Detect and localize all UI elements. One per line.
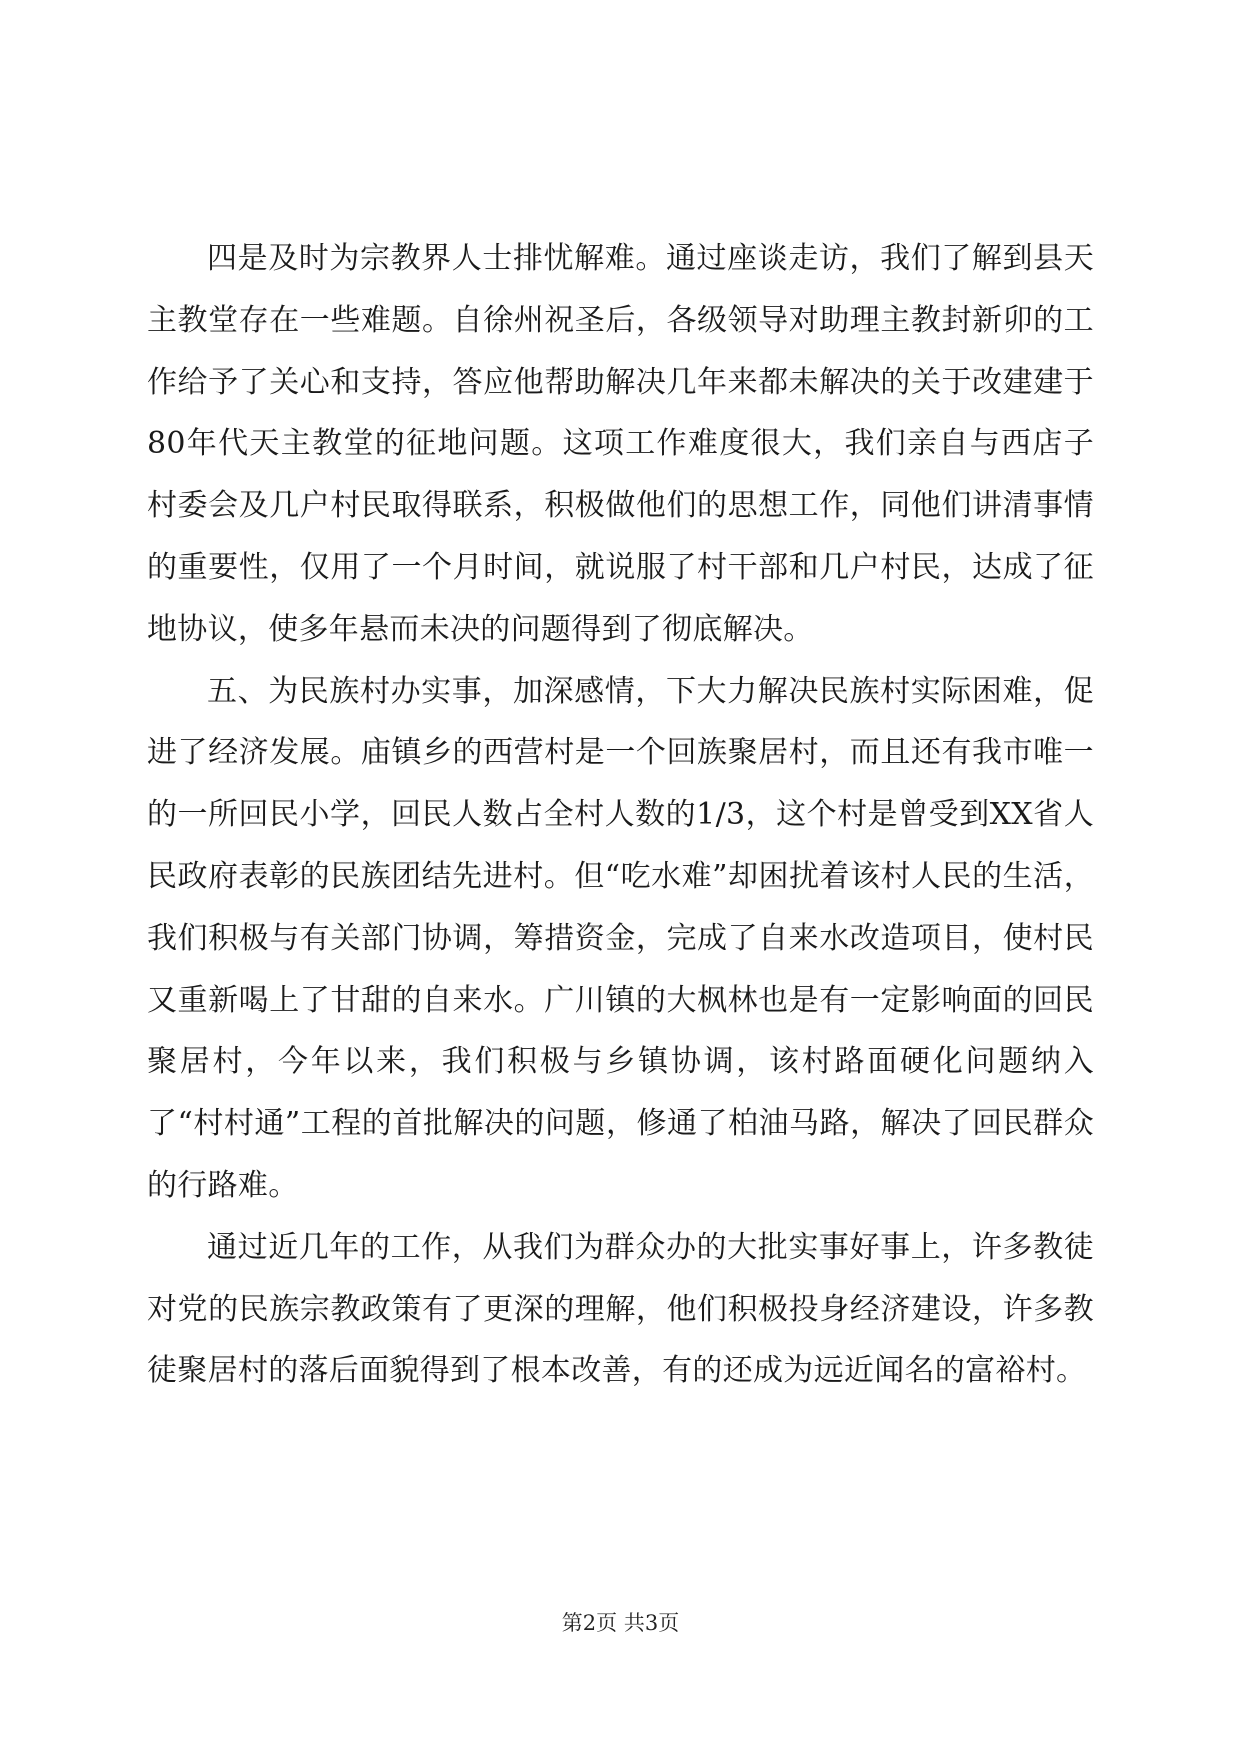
paragraph-conclusion: 通过近几年的工作，从我们为群众办的大批实事好事上，许多教徒对党的民族宗教政策有了更深的理解，他们积极投身经济建设，许多教徒聚居村的落后面貌得到了根本改善，有的还成为远近闻名的富裕村。 [147, 1229, 1094, 1389]
document-body [147, 228, 1094, 1528]
page-number-footer: 第2页 共3页 [561, 1611, 680, 1635]
paragraph-ethnic-villages: 五、为民族村办实事，加深感情，下大力解决民族村实际困难，促进了经济发展。庙镇乡的西营村是一个回族聚居村，而且还有我市唯一的一所回民小学，回民人数占全村人数的1/3，这个村是曾受到XX省人民政府表彰的民族团结先进村。但“吃水难”却困扰着该村人民的生活，我们积极与有关部门协调，筹措资金，完成了自来水改造项目，使村民又重新喝上了甘甜的自来水。广川镇的大枫林也是有一定影响面的回民聚居村，今年以来，我们积极与乡镇协调，该村路面硬化问题纳入了“村村通”工程的首批解决的问题，修通了柏油马路，解决了回民群众的行路难。 [147, 673, 1094, 1203]
paragraph-religious-affairs: 四是及时为宗教界人士排忧解难。通过座谈走访，我们了解到县天主教堂存在一些难题。自徐州祝圣后，各级领导对助理主教封新卯的工作给予了关心和支持，答应他帮助解决几年来都未解决的关于改建建于80年代天主教堂的征地问题。这项工作难度很大，我们亲自与西店子村委会及几户村民取得联系，积极做他们的思想工作，同他们讲清事情的重要性，仅用了一个月时间，就说服了村干部和几户村民，达成了征地协议，使多年悬而未决的问题得到了彻底解决。 [147, 241, 1094, 647]
